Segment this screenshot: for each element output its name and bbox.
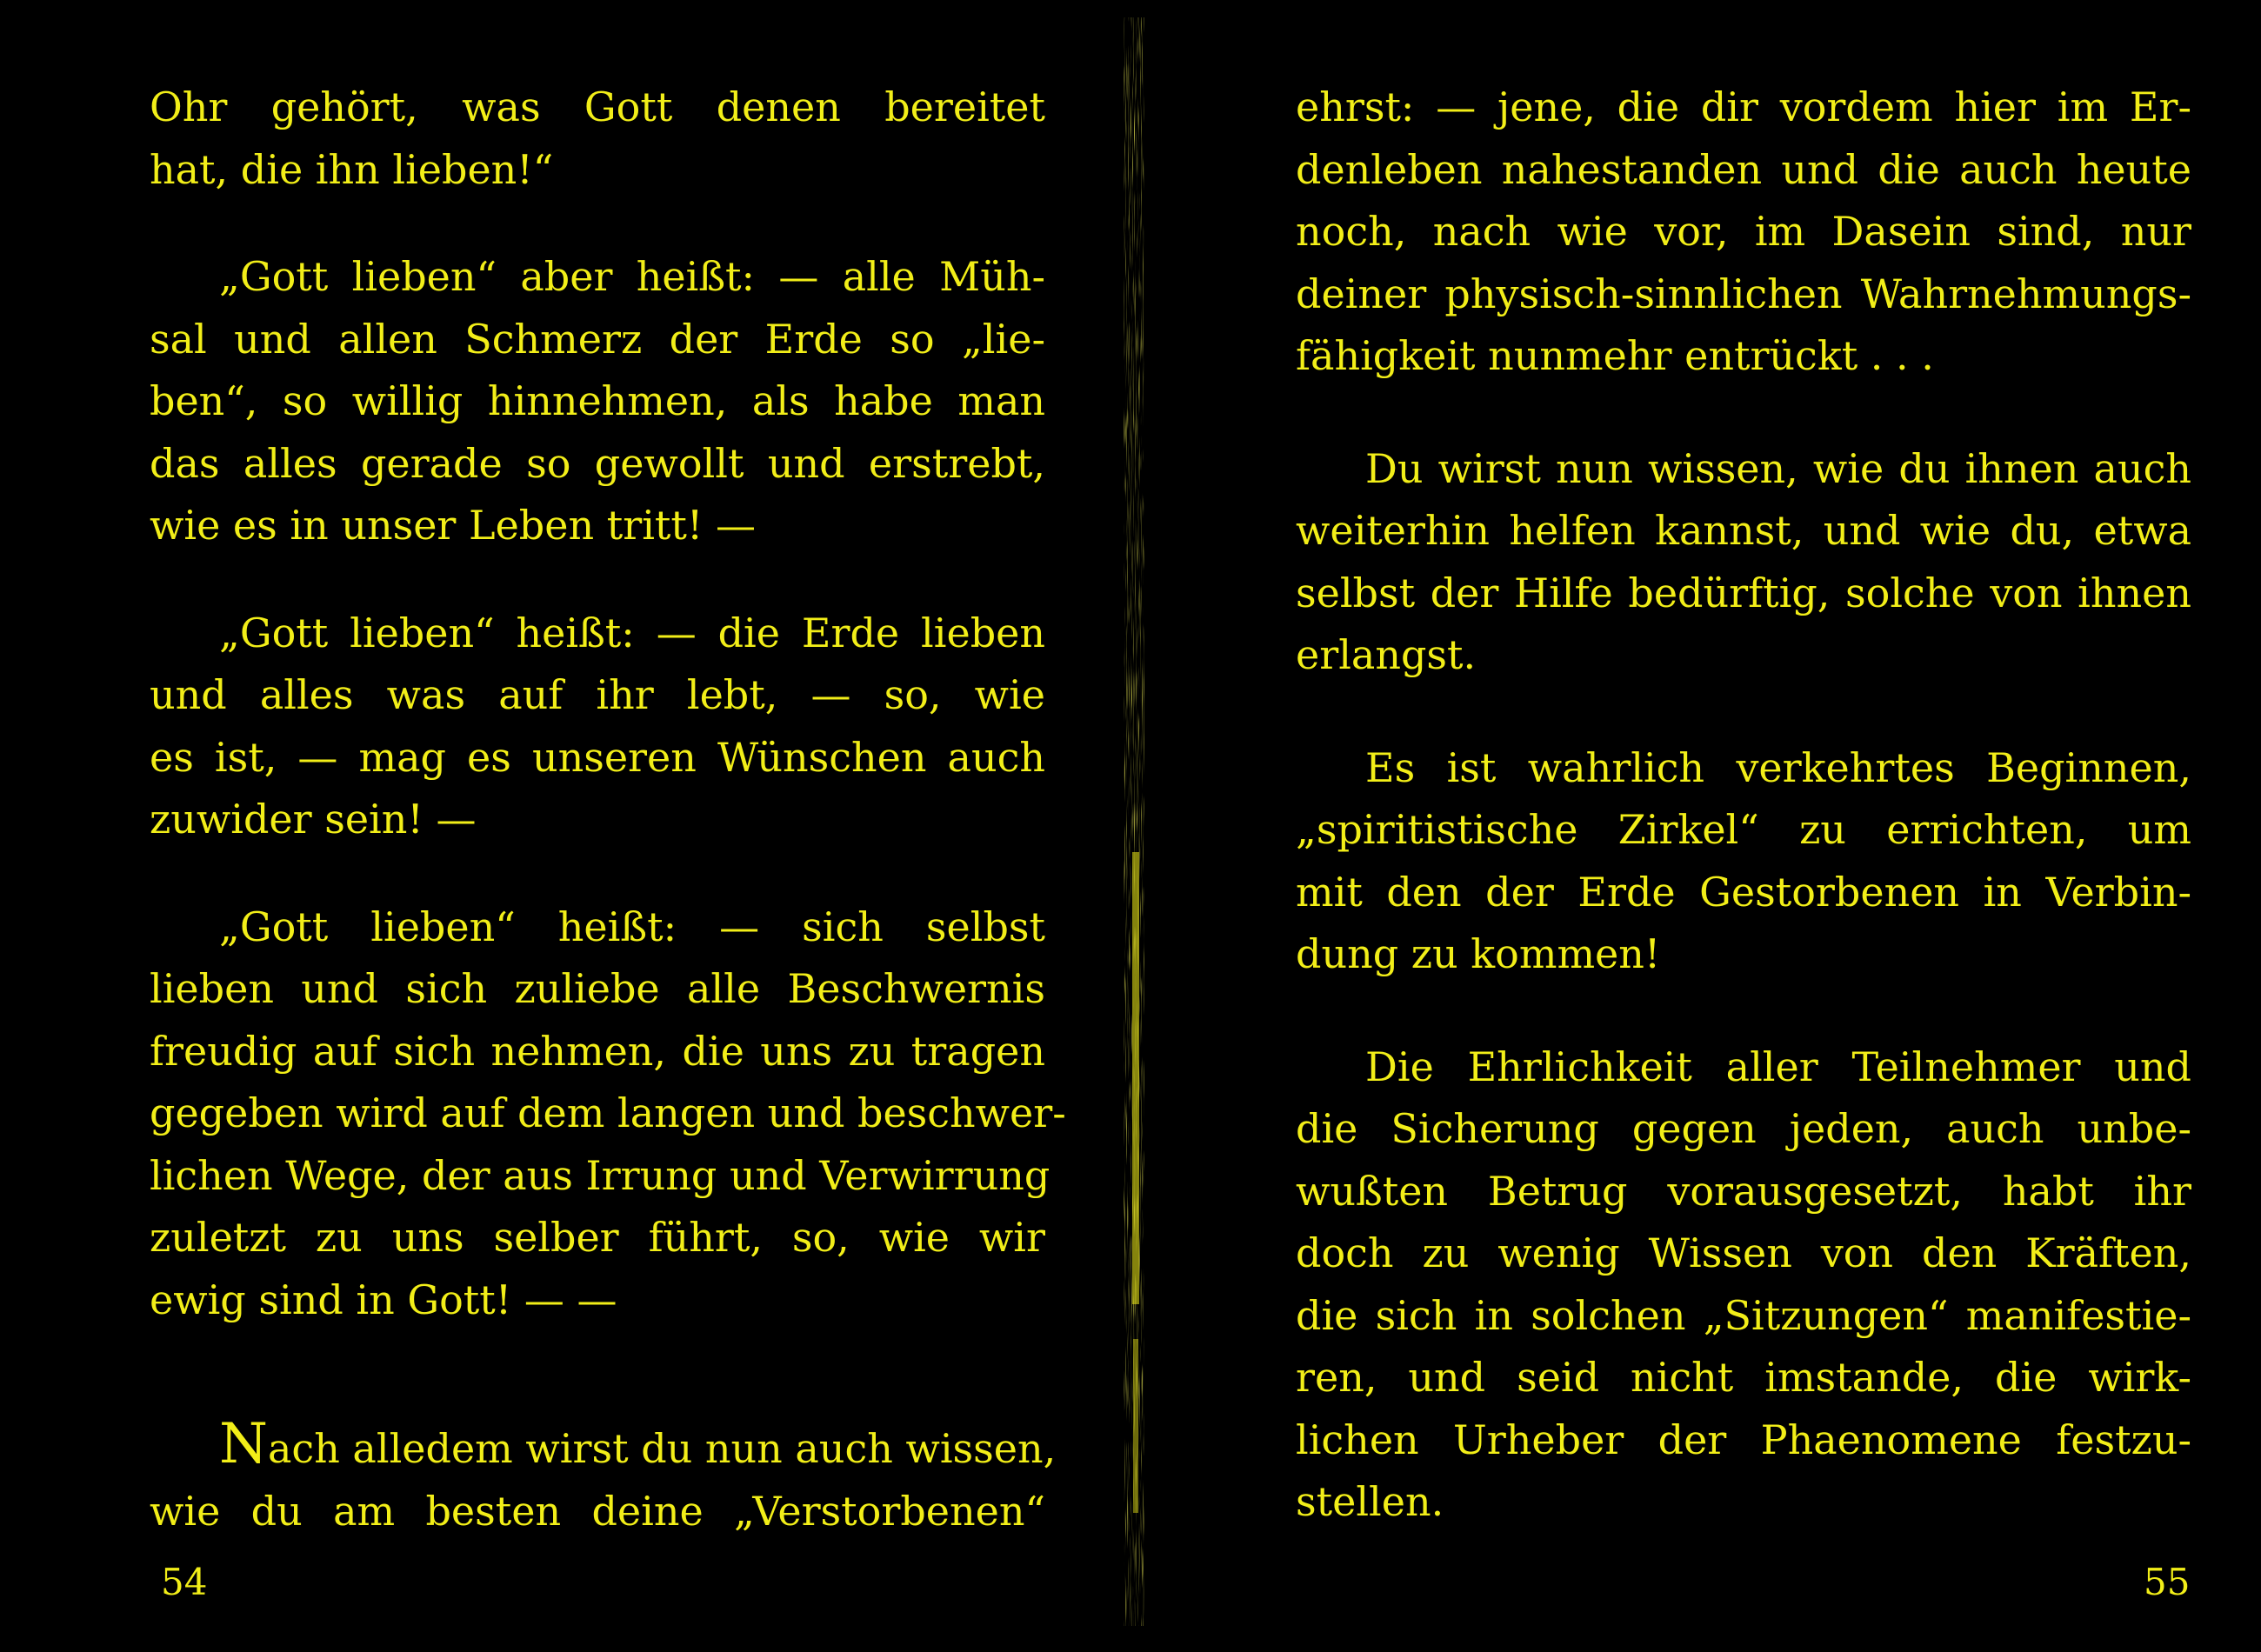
text-line: lichen Urheber der Phaenomene festzu- xyxy=(1296,1416,2191,1463)
text-line: ehrst: — jene, die dir vordem hier im Er- xyxy=(1296,83,2191,130)
text-line: freudig auf sich nehmen, die uns zu tragen xyxy=(150,1027,1045,1075)
text-line: dung zu kommen! xyxy=(1296,930,1661,977)
text-line: wie du am besten deine „Verstorbenen“ xyxy=(150,1487,1045,1535)
text-line: Die Ehrlichkeit aller Teilnehmer und xyxy=(1365,1042,2191,1090)
text-line: das alles gerade so gewollt und erstrebt, xyxy=(150,439,1045,487)
text-line: „spiritistische Zirkel“ zu errichten, um xyxy=(1296,806,2191,853)
text-line: „Gott lieben“ aber heißt: — alle Müh- xyxy=(219,253,1045,300)
paragraph xyxy=(1296,77,2191,388)
right-page xyxy=(1296,77,2191,1624)
text-line: zuletzt zu uns selber führt, so, wie wir xyxy=(150,1214,1045,1261)
drop-cap: N xyxy=(219,1412,268,1476)
text-line: gegeben wird auf dem langen und beschwer- xyxy=(150,1089,1066,1136)
text-line: weiterhin helfen kannst, und wie du, etwa xyxy=(1296,507,2191,554)
right-page-text xyxy=(1296,77,2191,1534)
left-page xyxy=(150,77,1066,1624)
text-line-rest: ach alledem wirst du nun auch wissen, xyxy=(268,1425,1057,1472)
paragraph xyxy=(150,77,1045,201)
text-line: ewig sind in Gott! — — xyxy=(150,1276,617,1323)
text-line: fähigkeit nunmehr entrückt . . . xyxy=(1296,332,1934,379)
paragraph xyxy=(1296,1036,2191,1534)
text-line: hat, die ihn lieben!“ xyxy=(150,145,554,193)
paragraph xyxy=(1296,737,2191,986)
text-line: die sich in solchen „Sitzungen“ manifestie- xyxy=(1296,1291,2191,1339)
text-line: wie es in unser Leben tritt! — xyxy=(150,502,756,549)
paragraph xyxy=(150,896,1066,1332)
left-page-text xyxy=(150,77,1066,1542)
text-line: erlangst. xyxy=(1296,631,1477,678)
text-line xyxy=(150,1412,1057,1481)
text-line: lichen Wege, der aus Irrung und Verwirrung xyxy=(150,1151,1050,1199)
paragraph xyxy=(150,603,1045,851)
page-number-left: 54 xyxy=(161,1561,208,1603)
text-line: noch, nach wie vor, im Dasein sind, nur xyxy=(1296,208,2191,255)
text-line: ben“, so willig hinnehmen, als habe man xyxy=(150,377,1045,424)
text-line: lieben und sich zuliebe alle Beschwernis xyxy=(150,965,1045,1012)
text-line: ren, und seid nicht imstande, die wirk- xyxy=(1296,1354,2191,1401)
paragraph xyxy=(150,1412,1057,1542)
text-line: doch zu wenig Wissen von den Kräften, xyxy=(1296,1229,2191,1276)
text-line: sal und allen Schmerz der Erde so „lie- xyxy=(150,315,1045,363)
text-line: Es ist wahrlich verkehrtes Beginnen, xyxy=(1365,743,2191,791)
text-line: deiner physisch-sinnlichen Wahrnehmungs- xyxy=(1296,270,2191,317)
book-gutter xyxy=(1122,17,1148,1626)
text-line: und alles was auf ihr lebt, — so, wie xyxy=(150,671,1045,718)
text-line: Du wirst nun wissen, wie du ihnen auch xyxy=(1365,444,2191,492)
text-line: wußten Betrug vorausgesetzt, habt ihr xyxy=(1296,1167,2191,1215)
paragraph xyxy=(1296,438,2191,687)
text-line: es ist, — mag es unseren Wünschen auch xyxy=(150,733,1045,781)
text-line: mit den der Erde Gestorbenen in Verbin- xyxy=(1296,868,2191,916)
text-line: „Gott lieben“ heißt: — sich selbst xyxy=(219,903,1045,950)
text-line: denleben nahestanden und die auch heute xyxy=(1296,145,2191,193)
text-line: zuwider sein! — xyxy=(150,796,477,843)
text-line: „Gott lieben“ heißt: — die Erde lieben xyxy=(219,609,1045,656)
page-number-right: 55 xyxy=(2144,1561,2191,1603)
paragraph xyxy=(150,246,1045,557)
text-line: Ohr gehört, was Gott denen bereitet xyxy=(150,83,1045,130)
text-line: stellen. xyxy=(1296,1478,1444,1525)
text-line: selbst der Hilfe bedürftig, solche von ihnen xyxy=(1296,569,2191,616)
text-line: die Sicherung gegen jeden, auch unbe- xyxy=(1296,1105,2191,1152)
